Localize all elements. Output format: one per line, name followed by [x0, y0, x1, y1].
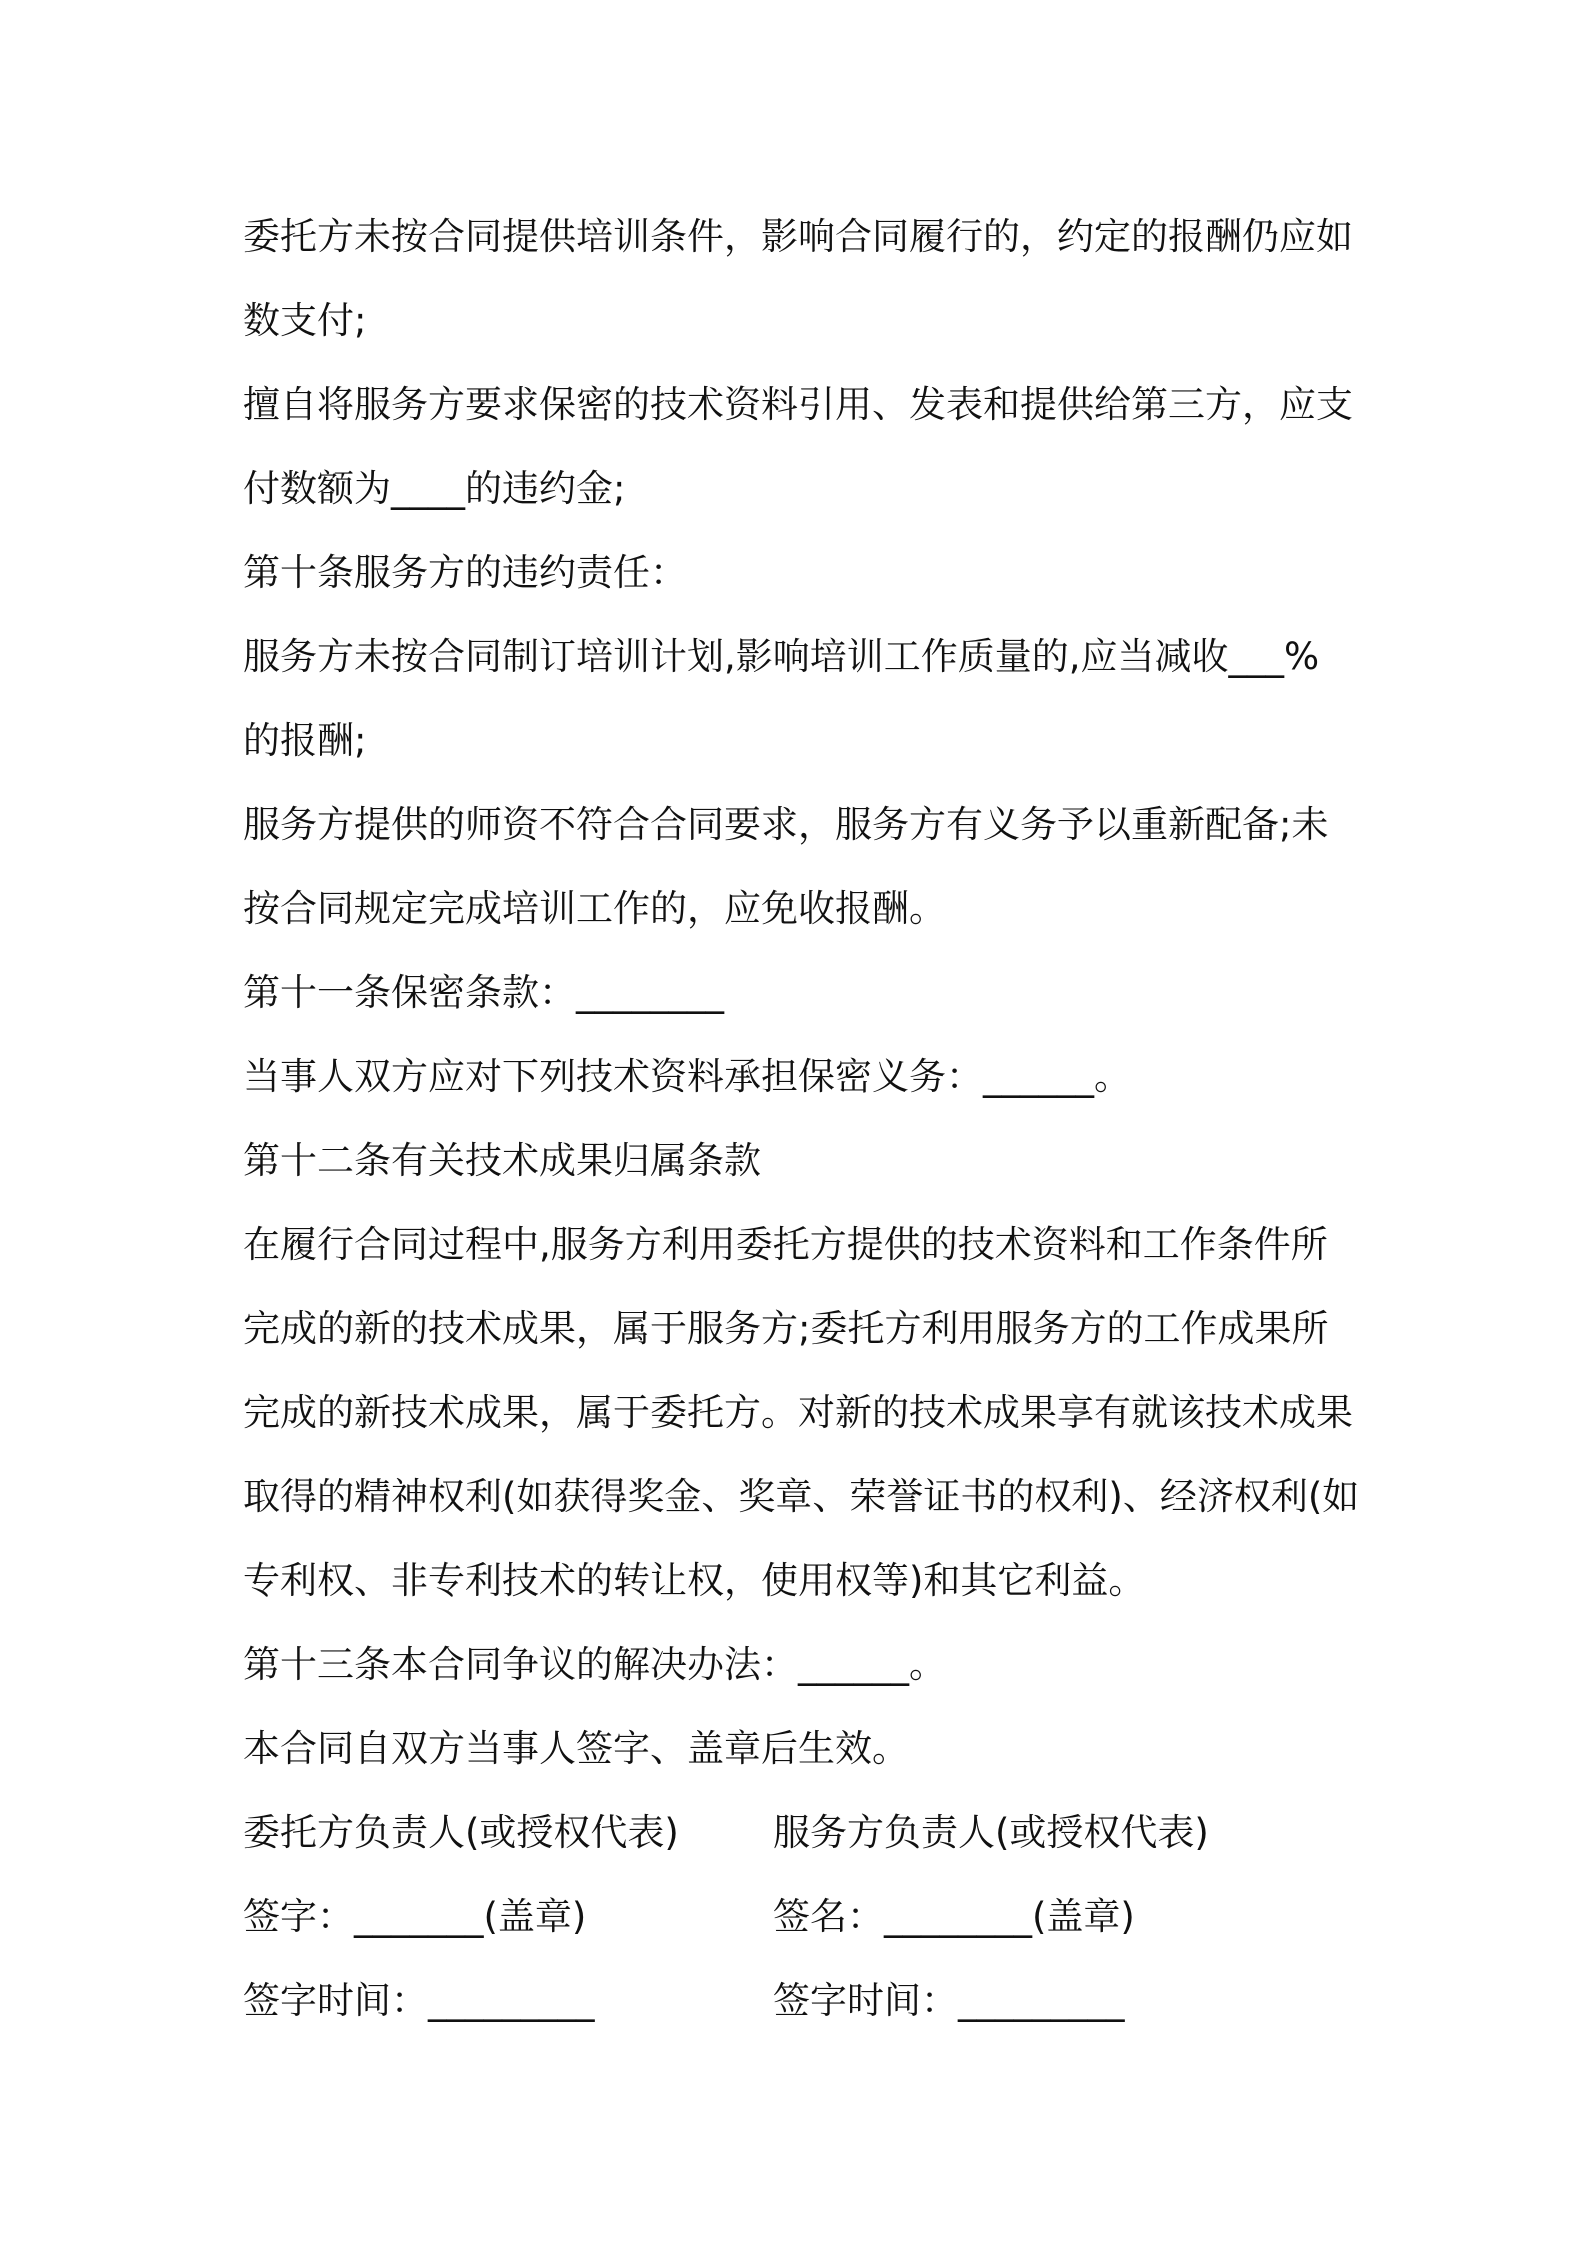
provider-sign-field: 签名：________(盖章) [773, 1895, 1135, 1938]
clause-line: 付数额为____的违约金; [243, 467, 626, 510]
provider-representative-title: 服务方负责人(或授权代表) [773, 1811, 1209, 1854]
signature-time-row [243, 1959, 1363, 2043]
clause-line: 取得的精神权利(如获得奖金、奖章、荣誉证书的权利)、经济权利(如 [243, 1475, 1360, 1518]
clause-heading: 第十三条本合同争议的解决办法：______。 [243, 1643, 946, 1686]
clause-line: 擅自将服务方要求保密的技术资料引用、发表和提供给第三方，应支 [243, 383, 1353, 426]
provider-sign-time-field: 签字时间：_________ [773, 1979, 1125, 2022]
clause-line: 数支付; [243, 299, 367, 342]
clause-heading: 第十一条保密条款：________ [243, 971, 724, 1014]
clause-line: 的报酬; [243, 719, 367, 762]
client-representative-title: 委托方负责人(或授权代表) [243, 1811, 679, 1854]
clause-line: 服务方提供的师资不符合合同要求，服务方有义务予以重新配备;未 [243, 803, 1329, 846]
clause-line: 专利权、非专利技术的转让权，使用权等)和其它利益。 [243, 1559, 1146, 1602]
clause-heading: 第十条服务方的违约责任： [243, 551, 687, 594]
signature-title-row [243, 1791, 1363, 1875]
clause-line: 完成的新的技术成果，属于服务方;委托方利用服务方的工作成果所 [243, 1307, 1329, 1350]
clause-line: 在履行合同过程中,服务方利用委托方提供的技术资料和工作条件所 [243, 1223, 1328, 1266]
client-sign-time-field: 签字时间：_________ [243, 1979, 595, 2022]
clause-line: 本合同自双方当事人签字、盖章后生效。 [243, 1727, 909, 1770]
clause-heading: 第十二条有关技术成果归属条款 [243, 1139, 761, 1182]
clause-line: 完成的新技术成果，属于委托方。对新的技术成果享有就该技术成果 [243, 1391, 1353, 1434]
document-page [243, 195, 1363, 2043]
signature-sign-row [243, 1875, 1363, 1959]
clause-line: 按合同规定完成培训工作的，应免收报酬。 [243, 887, 946, 930]
clause-line: 当事人双方应对下列技术资料承担保密义务：______。 [243, 1055, 1131, 1098]
client-sign-field: 签字：_______(盖章) [243, 1895, 587, 1938]
clause-line: 委托方未按合同提供培训条件，影响合同履行的，约定的报酬仍应如 [243, 215, 1353, 258]
clause-line: 服务方未按合同制订培训计划,影响培训工作质量的,应当减收___% [243, 635, 1320, 678]
